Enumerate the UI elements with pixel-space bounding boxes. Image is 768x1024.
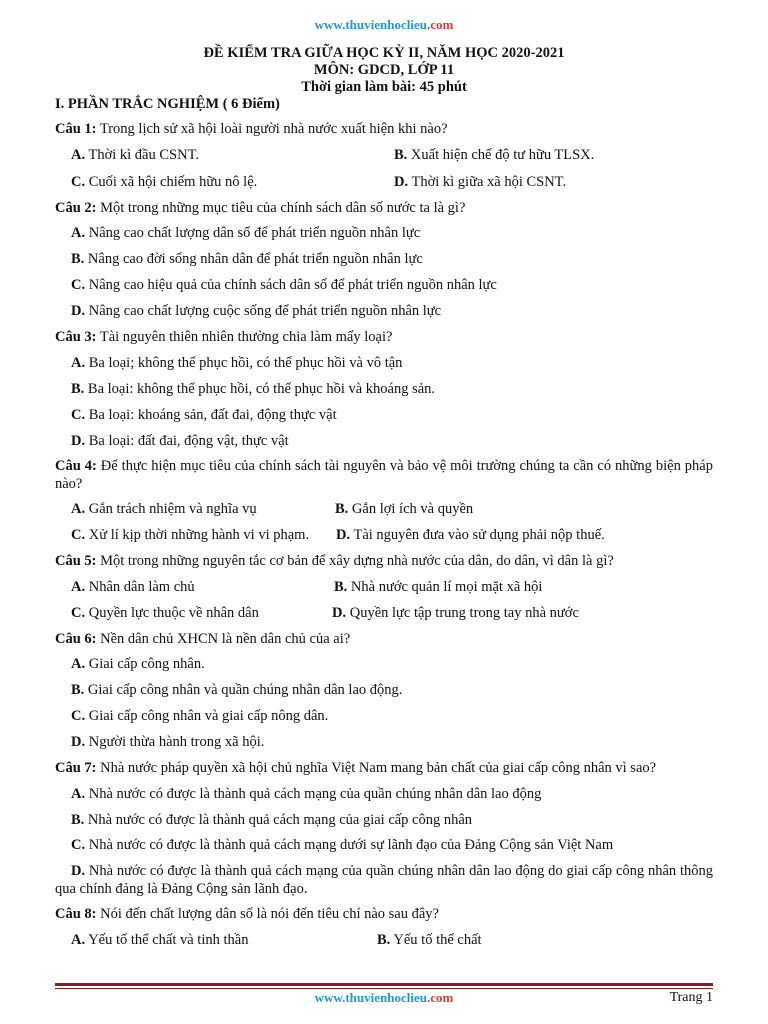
option-5b[interactable]: B. Nhà nước quản lí mọi mặt xã hội bbox=[334, 579, 543, 595]
section-title: I. PHẦN TRẮC NGHIỆM ( 6 Điểm) bbox=[55, 96, 280, 112]
question-label: Câu 6: bbox=[55, 631, 97, 647]
site-name: www.thuvienhoclieu bbox=[314, 17, 427, 32]
option-3d[interactable]: D. Ba loại: đất đai, động vật, thực vật bbox=[71, 433, 289, 449]
site-name: www.thuvienhoclieu bbox=[314, 990, 427, 1005]
option-3a[interactable]: A. Ba loại; không thể phục hồi, có thể phục hồi và vô tận bbox=[71, 355, 403, 371]
option-5d[interactable]: D. Quyền lực tập trung trong tay nhà nước bbox=[332, 605, 579, 621]
question-label: Câu 8: bbox=[55, 906, 97, 922]
option-6d[interactable]: D. Người thừa hành trong xã hội. bbox=[71, 734, 265, 750]
option-6c[interactable]: C. Giai cấp công nhân và giai cấp nông dân. bbox=[71, 708, 329, 724]
question-4 bbox=[55, 457, 713, 493]
option-4d[interactable]: D. Tài nguyên đưa vào sử dụng phải nộp thuế. bbox=[336, 527, 605, 543]
question-label: Câu 1: bbox=[55, 121, 97, 137]
question-text: Nói đến chất lượng dân số là nói đến tiêu chí nào sau đây? bbox=[96, 906, 439, 922]
option-5c[interactable]: C. Quyền lực thuộc về nhân dân bbox=[71, 605, 259, 621]
option-4c[interactable]: C. Xử lí kịp thời những hành vi vi phạm. bbox=[71, 527, 310, 543]
question-text: Để thực hiện mục tiêu của chính sách tài nguyên và bảo vệ môi trường chúng ta cần có những biện pháp nào? bbox=[55, 458, 713, 492]
question-text: Nhà nước pháp quyền xã hội chủ nghĩa Việt Nam mang bản chất của giai cấp công nhân vì sao? bbox=[96, 760, 657, 776]
exam-subject: MÔN: GDCD, LỚP 11 bbox=[313, 62, 455, 78]
question-6 bbox=[55, 630, 713, 648]
footer-divider-thick bbox=[55, 983, 713, 986]
option-3b[interactable]: B. Ba loại: không thể phục hồi, có thể phục hồi và khoáng sản. bbox=[71, 381, 436, 397]
option-1b[interactable]: B. Xuất hiện chế độ tư hữu TLSX. bbox=[394, 147, 595, 163]
option-1c[interactable]: C. Cuối xã hội chiếm hữu nô lệ. bbox=[71, 174, 258, 190]
option-4a[interactable]: A. Gắn trách nhiệm và nghĩa vụ bbox=[71, 501, 257, 517]
question-label: Câu 4: bbox=[55, 458, 97, 474]
question-label: Câu 7: bbox=[55, 760, 97, 776]
exam-title: ĐỀ KIỂM TRA GIỮA HỌC KỲ II, NĂM HỌC 2020-2021 bbox=[203, 45, 565, 61]
option-5a[interactable]: A. Nhân dân làm chủ bbox=[71, 579, 195, 595]
exam-header bbox=[55, 45, 713, 96]
question-1 bbox=[55, 120, 713, 138]
option-3c[interactable]: C. Ba loại: khoáng sản, đất đai, động thực vật bbox=[71, 407, 337, 423]
question-label: Câu 2: bbox=[55, 200, 97, 216]
question-label: Câu 5: bbox=[55, 553, 97, 569]
option-7c[interactable]: C. Nhà nước có được là thành quả cách mạng dưới sự lãnh đạo của Đảng Cộng sản Việt Nam bbox=[71, 837, 614, 853]
option-2a[interactable]: A. Nâng cao chất lượng dân số để phát triển nguồn nhân lực bbox=[71, 225, 421, 241]
site-domain: .com bbox=[426, 990, 454, 1005]
site-domain: .com bbox=[426, 17, 454, 32]
option-6b[interactable]: B. Giai cấp công nhân và quần chúng nhân dân lao động. bbox=[71, 682, 403, 698]
option-7d[interactable]: D. Nhà nước có được là thành quả cách mạng của quần chúng nhân dân lao động do giai cấp công nhân thông qua chính đảng là Đảng Cộng sản lãnh đạo. bbox=[55, 863, 713, 897]
option-4b[interactable]: B. Gắn lợi ích và quyền bbox=[335, 501, 474, 517]
site-header-link[interactable] bbox=[0, 17, 768, 33]
page-number: Trang 1 bbox=[669, 990, 713, 1005]
option-2d[interactable]: D. Nâng cao chất lượng cuộc sống để phát triển nguồn nhân lực bbox=[71, 303, 442, 319]
option-1a[interactable]: A. Thời kì đầu CSNT. bbox=[71, 147, 199, 163]
option-6a[interactable]: A. Giai cấp công nhân. bbox=[71, 656, 205, 672]
question-label: Câu 3: bbox=[55, 329, 97, 345]
question-text: Một trong những nguyên tắc cơ bản để xây dựng nhà nước của dân, do dân, vì dân là gì? bbox=[96, 553, 614, 569]
question-2 bbox=[55, 199, 713, 217]
question-text: Tài nguyên thiên nhiên thường chia làm mấy loại? bbox=[96, 329, 393, 345]
option-2b[interactable]: B. Nâng cao đời sống nhân dân để phát triển nguồn nhân lực bbox=[71, 251, 423, 267]
option-8a[interactable]: A. Yếu tố thể chất và tinh thần bbox=[71, 932, 249, 948]
question-text: Một trong những mục tiêu của chính sách dân số nước ta là gì? bbox=[96, 200, 466, 216]
option-1d[interactable]: D. Thời kì giữa xã hội CSNT. bbox=[394, 174, 567, 190]
question-3 bbox=[55, 328, 713, 346]
question-7 bbox=[55, 759, 713, 777]
exam-time: Thời gian làm bài: 45 phút bbox=[301, 79, 467, 95]
question-5 bbox=[55, 552, 713, 570]
option-2c[interactable]: C. Nâng cao hiệu quả của chính sách dân số để phát triển nguồn nhân lực bbox=[71, 277, 497, 293]
footer-divider-thin bbox=[55, 988, 713, 989]
question-8 bbox=[55, 905, 713, 923]
question-text: Nền dân chủ XHCN là nền dân chủ của ai? bbox=[96, 631, 351, 647]
option-8b[interactable]: B. Yếu tố thể chất bbox=[377, 932, 482, 948]
option-7a[interactable]: A. Nhà nước có được là thành quả cách mạng của quần chúng nhân dân lao động bbox=[71, 786, 542, 802]
site-footer-link[interactable] bbox=[0, 990, 768, 1006]
option-7b[interactable]: B. Nhà nước có được là thành quả cách mạng của giai cấp công nhân bbox=[71, 812, 473, 828]
question-text: Trong lịch sử xã hội loài người nhà nước xuất hiện khi nào? bbox=[96, 121, 448, 137]
